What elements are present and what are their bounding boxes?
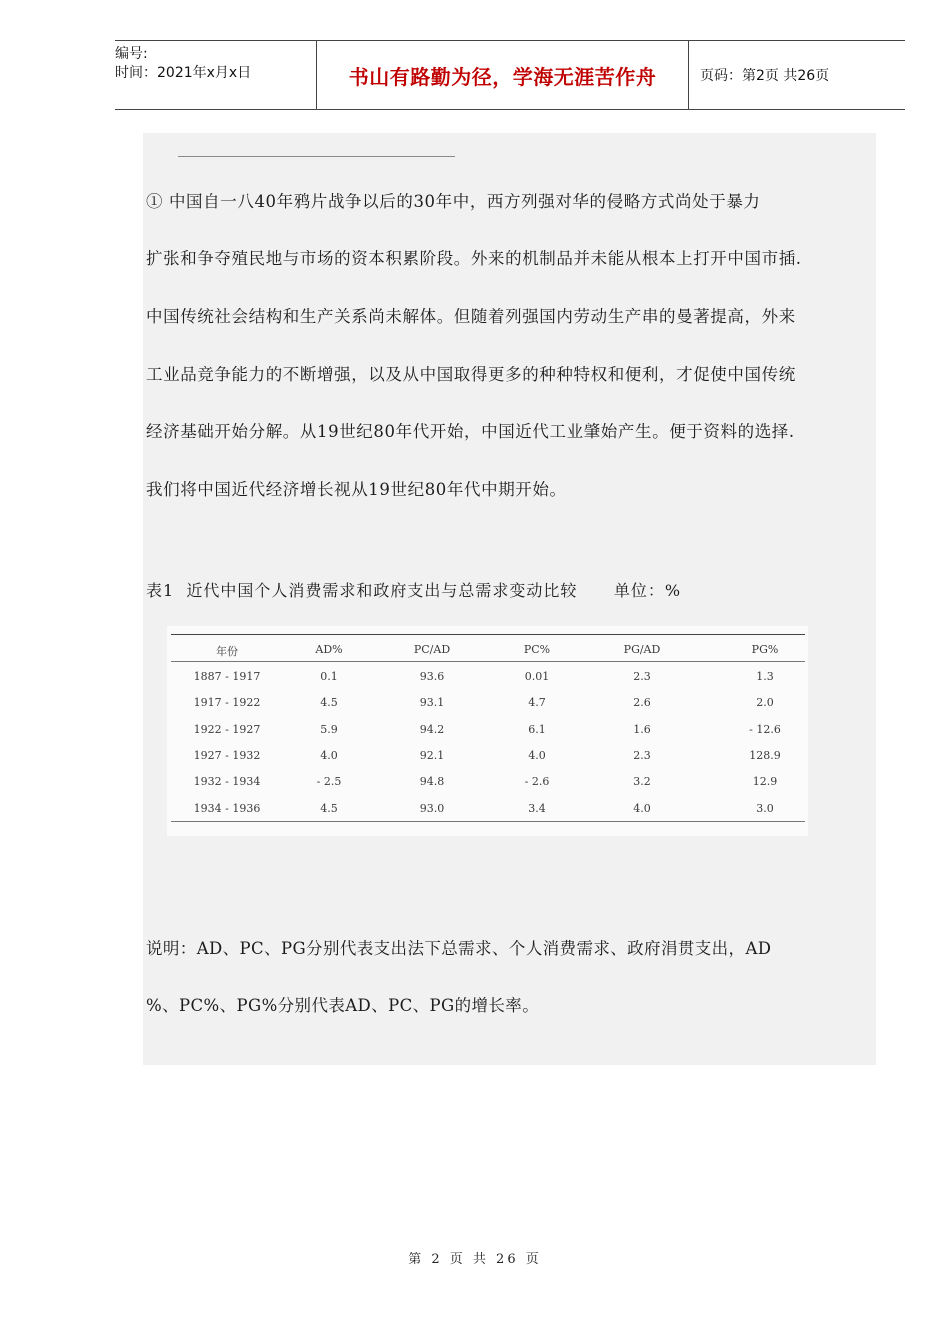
note-line: %、PC%、PG%分别代表AD、PC、PG的增长率。 [146, 996, 540, 1015]
paragraph-line: 经济基础开始分解。从19世纪80年代开始，中国近代工业肇始产生。便于资料的选择. [146, 422, 795, 441]
table-cell: 5.9 [320, 722, 338, 736]
table-header-cell: 年份 [216, 645, 238, 658]
table-top-rule [171, 634, 805, 635]
table-cell: 94.2 [419, 722, 445, 736]
table-cell: 1934 - 1936 [193, 801, 261, 815]
code-label: 编号: [115, 46, 148, 62]
paragraph-line: 我们将中国近代经济增长视从19世纪80年代中期开始。 [146, 480, 567, 499]
table-cell: 1.6 [633, 722, 651, 736]
table-cell: 3.2 [633, 775, 651, 789]
table-cell: 1922 - 1927 [193, 722, 261, 736]
table-header-cell: AD% [315, 643, 343, 656]
table-cell: - 12.6 [749, 722, 781, 736]
table-cell: 92.1 [419, 748, 445, 762]
table-cell: 3.4 [528, 801, 546, 815]
table-header-cell: PG/AD [623, 643, 661, 656]
table-cell: 93.6 [419, 670, 445, 683]
table-cell: 2.3 [633, 670, 651, 683]
note-line: 说明：AD、PC、PG分别代表支出法下总需求、个人消费需求、政府涓贯支出，AD [146, 939, 772, 958]
table-cell: 1932 - 1934 [193, 775, 261, 789]
table-cell: 128.9 [749, 748, 781, 762]
footnote-rule [178, 156, 455, 157]
table-cell: - 2.6 [524, 775, 550, 789]
table-cell: 93.0 [419, 801, 445, 815]
date-label: 时间：2021年x月x日 [115, 65, 252, 81]
table-cell: 94.8 [419, 775, 445, 789]
paragraph-line: 扩张和争夺殖民地与市场的资本积累阶段。外来的机制品并未能从根本上打开中国市插. [146, 249, 802, 268]
page-footer: 第 2 页 共 26 页 [408, 1252, 542, 1267]
table-cell: 0.1 [320, 670, 338, 683]
table-cell: 4.0 [633, 801, 651, 815]
paragraph-line: ① 中国自一八40年鸦片战争以后的30年中，西方列强对华的侵略方式尚处于暴力 [146, 192, 761, 211]
table-caption: 表1 近代中国个人消费需求和政府支出与总需求变动比较 单位：% [146, 581, 682, 600]
table-header-rule [171, 661, 805, 662]
table-cell: 12.9 [752, 775, 778, 789]
data-table [167, 626, 808, 836]
table-cell: 4.0 [320, 748, 338, 762]
header-motto: 书山有路勤为径，学海无涯苦作舟 [316, 41, 689, 109]
table-cell: 93.1 [419, 696, 445, 710]
table-cell: 2.6 [633, 696, 651, 710]
table-cell: 1.3 [756, 670, 774, 683]
table-cell: 1927 - 1932 [193, 748, 261, 762]
table-cell: 2.3 [633, 748, 651, 762]
paragraph-line: 工业品竞争能力的不断增强，以及从中国取得更多的种种特权和便利，才促使中国传统 [146, 365, 796, 384]
table-header-cell: PC% [523, 643, 551, 656]
table-cell: 4.7 [528, 696, 546, 710]
table-cell: 4.0 [528, 748, 546, 762]
header-page-info: 页码：第2页 共26页 [700, 68, 830, 84]
table-header-cell: PC/AD [413, 643, 451, 656]
page-header [115, 40, 905, 110]
table-cell: 4.5 [320, 696, 338, 710]
table-cell: 4.5 [320, 801, 338, 815]
table-bottom-rule [171, 821, 805, 822]
table-cell: 1887 - 1917 [193, 670, 261, 683]
table-cell: 3.0 [756, 801, 774, 815]
header-meta [115, 41, 315, 109]
table-cell: - 2.5 [316, 775, 342, 789]
table-cell: 2.0 [756, 696, 774, 710]
table-cell: 1917 - 1922 [193, 696, 261, 710]
table-header-cell: PG% [751, 643, 779, 656]
table-cell: 0.01 [524, 670, 550, 683]
table-cell: 6.1 [528, 722, 546, 736]
paragraph-line: 中国传统社会结构和生产关系尚未解体。但随着列强国内劳动生产串的曼著提高，外来 [146, 307, 796, 326]
